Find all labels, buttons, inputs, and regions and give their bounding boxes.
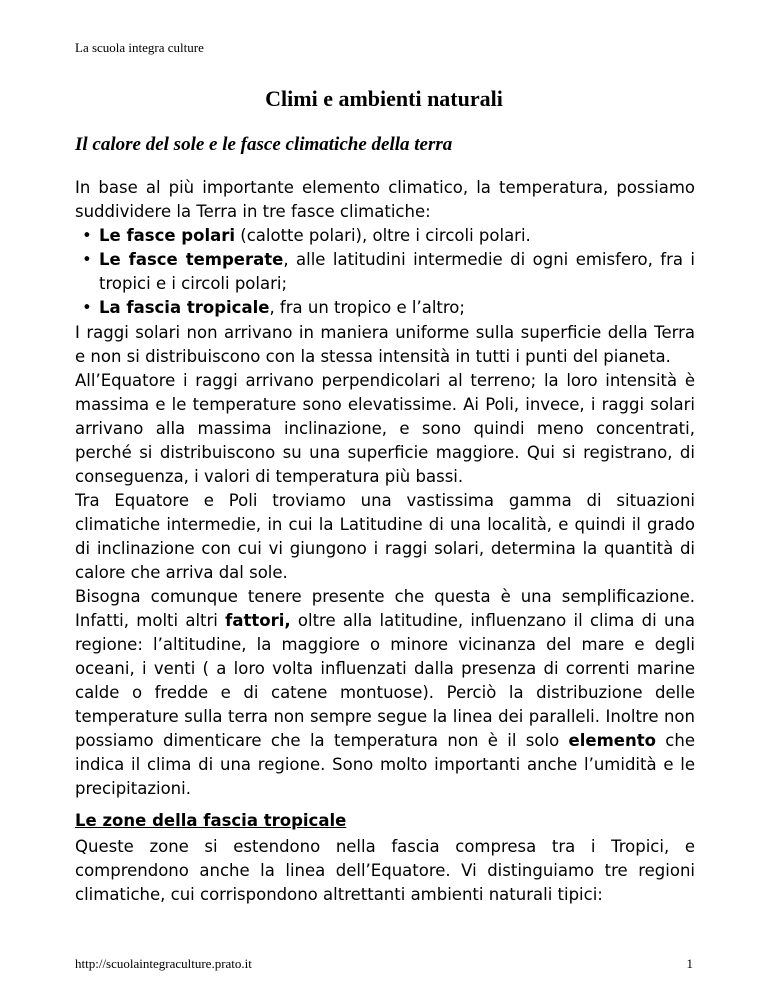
list-item-text: (calotte polari), oltre i circoli polari. xyxy=(235,226,531,245)
section-heading-tropical: Le zone della fascia tropicale xyxy=(75,811,347,830)
page-title: Climi e ambienti naturali xyxy=(265,86,503,111)
paragraph-equator-poles: All’Equatore i raggi arrivano perpendicolari al terreno; la loro intensità è massima e le temperature sono elevatissime. Ai Poli, invece, i raggi solari arrivano alla massima inclinazione, e sono quindi meno concentrati, perché si distribuiscono su una superficie maggiore. Qui si registrano, di conseguenza, i valori di temperatura più bassi. xyxy=(75,371,695,486)
list-item-text: , alle latitudini intermedie di ogni emisfero, fra i tropici e i circoli polari; xyxy=(99,250,695,293)
list-item xyxy=(75,296,695,320)
list-item-text: , fra un tropico e l’altro; xyxy=(269,298,465,317)
tropical-paragraph: Queste zone si estendono nella fascia compresa tra i Tropici, e comprendono anche la linea dell’Equatore. Vi distinguiamo tre regioni climatiche, cui corrispondono altrettanti ambienti naturali tipici: xyxy=(75,837,695,904)
list-item-bold: La fascia tropicale xyxy=(99,298,270,317)
page-number: 1 xyxy=(686,956,693,971)
bold-elemento: elemento xyxy=(568,731,656,750)
climate-zones-list xyxy=(75,224,695,320)
intro-paragraph: In base al più importante elemento climatico, la temperatura, possiamo suddividere la Terra in tre fasce climatiche: xyxy=(75,178,695,221)
section-subtitle: Il calore del sole e le fasce climatiche della terra xyxy=(75,134,453,155)
bold-fattori: fattori, xyxy=(225,611,291,630)
list-item-bold: Le fasce polari xyxy=(99,226,236,245)
list-item xyxy=(75,224,695,248)
bullet-icon: • xyxy=(82,250,92,269)
bullet-icon: • xyxy=(82,226,92,245)
paragraph-factors: Bisogna comunque tenere presente che questa è una semplificazione. Infatti, molti altri fattori, oltre alla latitudine, influenzano il clima di una regione: l’altitudine, la maggiore o minore vicinanza del mare e degli oceani, i venti ( a loro volta influenzati dalla presenza di correnti marine calde o fredde e di catene montuose). Perciò la distribuzione delle temperature sulla terra non sempre segue la linea dei paralleli. Inoltre non possiamo dimenticare che la temperatura non è il solo elemento che indica il clima di una regione. Sono molto importanti anche l’umidità e le precipitazioni. xyxy=(75,587,695,798)
paragraph-sun-rays: I raggi solari non arrivano in maniera uniforme sulla superficie della Terra e non si distribuiscono con la stessa intensità in tutti i punti del pianeta. xyxy=(75,323,695,366)
list-item-bold: Le fasce temperate xyxy=(99,250,284,269)
main-text-block xyxy=(75,321,695,801)
footer-url: http://scuolaintegraculture.prato.it xyxy=(75,956,252,971)
paragraph-intermediate: Tra Equatore e Poli troviamo una vastissima gamma di situazioni climatiche intermedie, in cui la Latitudine di una località, e quindi il grado di inclinazione con cui vi giungono i raggi solari, determina la quantità di calore che arriva dal sole. xyxy=(75,491,695,582)
page-header: La scuola integra culture xyxy=(75,40,204,55)
list-item xyxy=(75,248,695,296)
bullet-icon: • xyxy=(82,298,92,317)
